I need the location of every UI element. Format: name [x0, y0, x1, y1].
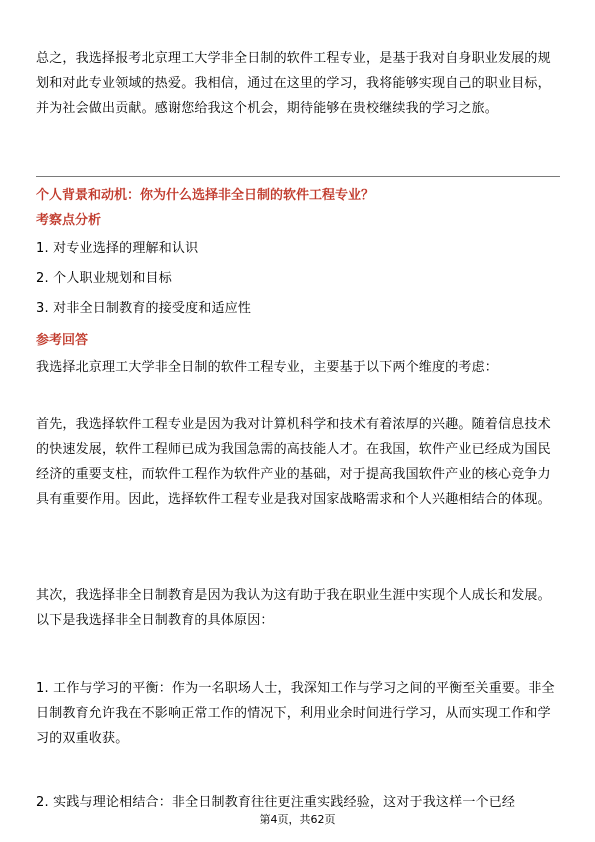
page-number-footer: 第4页，共62页 [259, 813, 336, 826]
answer-point-practice-theory: 2. 实践与理论相结合：非全日制教育往往更注重实践经验，这对于我这样一个已经 [36, 795, 516, 810]
section-divider [36, 176, 560, 177]
answer-point-work-study-balance: 1. 工作与学习的平衡：作为一名职场人士，我深知工作与学习之间的平衡至关重要。非全日制教育允许我在不影响正常工作的情况下，利用业余时间进行学习，从而实现工作和学习的双重收获。 [36, 681, 555, 746]
intro-paragraph: 总之，我选择报考北京理工大学非全日制的软件工程专业，是基于我对自身职业发展的规划和对此专业领域的热爱。我相信，通过在这里的学习，我将能够实现自己的职业目标，并为社会做出贡献。感谢您给我这个机会，期待能够在贵校继续我的学习之旅。 [36, 51, 551, 116]
question-title: 个人背景和动机：你为什么选择非全日制的软件工程专业？ [36, 188, 375, 203]
analysis-item: 3. 对非全日制教育的接受度和适应性 [36, 301, 252, 316]
analysis-heading: 考察点分析 [36, 213, 102, 228]
answer-intro-text: 我选择北京理工大学非全日制的软件工程专业，主要基于以下两个维度的考虑： [36, 360, 499, 375]
analysis-item: 2. 个人职业规划和目标 [36, 271, 172, 286]
analysis-item: 1. 对专业选择的理解和认识 [36, 241, 199, 256]
answer-paragraph-first: 首先，我选择软件工程专业是因为我对计算机科学和技术有着浓厚的兴趣。随着信息技术的快速发展，软件工程师已成为我国急需的高技能人才。在我国，软件产业已经成为国民经济的重要支柱，而软件工程作为软件产业的基础，对于提高我国软件产业的核心竞争力具有重要作用。因此，选择软件工程专业是我对国家战略需求和个人兴趣相结合的体现。 [36, 417, 551, 507]
answer-paragraph-second: 其次，我选择非全日制教育是因为我认为这有助于我在职业生涯中实现个人成长和发展。以下是我选择非全日制教育的具体原因： [36, 588, 551, 628]
answer-heading: 参考回答 [36, 333, 89, 348]
